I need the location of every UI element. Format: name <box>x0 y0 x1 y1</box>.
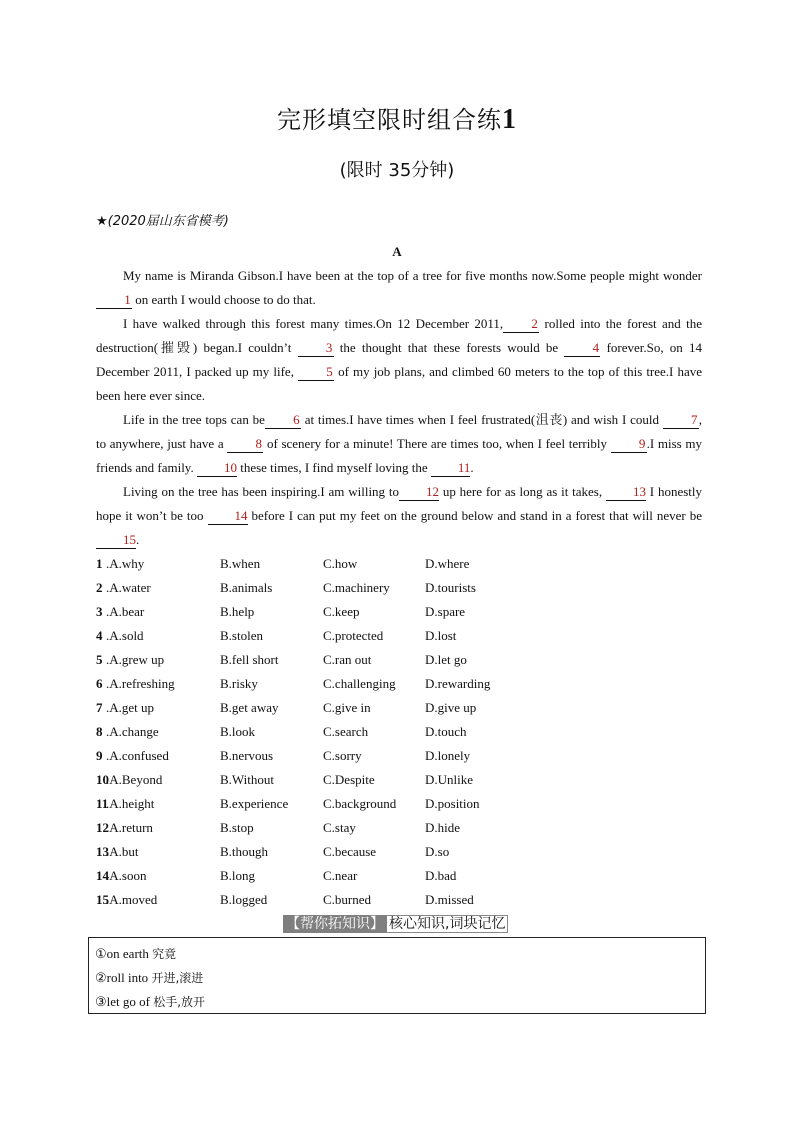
option-d: D.touch <box>425 724 467 739</box>
question-row <box>96 552 596 576</box>
blank-9: 9 <box>611 436 647 453</box>
passage-label: A <box>392 244 402 259</box>
question-row <box>96 720 596 744</box>
option-a: .A.Beyond <box>106 772 163 787</box>
question-number: 10 <box>96 772 109 787</box>
blank-2: 2 <box>503 316 539 333</box>
option-b: B.fell short <box>220 652 279 667</box>
option-b: B.experience <box>220 796 289 811</box>
question-number: 6 <box>96 676 103 691</box>
option-c: C.sorry <box>323 748 362 763</box>
option-c: C.keep <box>323 604 360 619</box>
passage-text: . <box>136 532 140 547</box>
phrase-cn: 松手,放开 <box>153 995 206 1009</box>
knowledge-item <box>95 966 699 990</box>
option-d: D.tourists <box>425 580 476 595</box>
title-text: 完形填空限时组合练 <box>277 106 502 134</box>
option-d: D.give up <box>425 700 477 715</box>
paragraph-3 <box>96 408 702 480</box>
option-b: B.though <box>220 844 269 859</box>
option-b: B.Without <box>220 772 275 787</box>
option-a: .A.water <box>106 580 151 595</box>
question-number: 5 <box>96 652 103 667</box>
option-a: .A.soon <box>106 868 147 883</box>
option-c: C.burned <box>323 892 372 907</box>
option-a: .A.confused <box>106 748 169 763</box>
option-b: B.nervous <box>220 748 274 763</box>
blank-13: 13 <box>606 484 646 501</box>
option-b: B.risky <box>220 676 258 691</box>
question-number: 4 <box>96 628 103 643</box>
answer-options <box>96 552 596 912</box>
option-b: B.stop <box>220 820 254 835</box>
passage-text: these times, I find myself loving the <box>236 460 431 475</box>
passage-text: .I miss my friends and family. <box>96 436 702 475</box>
question-number: 14 <box>96 868 109 883</box>
question-number: 15 <box>96 892 109 907</box>
question-number: 13 <box>96 844 109 859</box>
option-d: D.lost <box>425 628 457 643</box>
option-a: .A.get up <box>106 700 155 715</box>
option-d: D.let go <box>425 652 467 667</box>
option-c: C.challenging <box>323 676 396 691</box>
passage-text: the thought that these forests would be <box>333 340 565 355</box>
option-c: C.near <box>323 868 358 883</box>
phrase-cn: 究竟 <box>152 947 177 961</box>
option-c: C.background <box>323 796 397 811</box>
option-c: C.Despite <box>323 772 375 787</box>
option-c: C.how <box>323 556 358 571</box>
blank-7: 7 <box>663 412 699 429</box>
paragraph-4 <box>96 480 702 552</box>
option-a: .A.grew up <box>106 652 165 667</box>
knowledge-subtitle: 核心知识,词块记忆 <box>387 915 508 933</box>
option-b: B.stolen <box>220 628 263 643</box>
question-row <box>96 864 596 888</box>
blank-15: 15 <box>96 532 136 549</box>
option-d: D.lonely <box>425 748 471 763</box>
question-number: 2 <box>96 580 103 595</box>
page-subtitle: (限时 35分钟) <box>339 160 455 181</box>
paragraph-1 <box>96 264 702 312</box>
passage-text: on earth I would choose to do that. <box>132 292 316 307</box>
exam-source: ★(2020届山东省模考) <box>96 214 229 229</box>
question-row <box>96 672 596 696</box>
passage-text: up here for as long as it takes, <box>439 484 606 499</box>
passage-text: Life in the tree tops can be <box>123 412 265 427</box>
option-a: .A.change <box>106 724 159 739</box>
option-a: .A.height <box>106 796 155 811</box>
passage-text: I honestly hope it won’t be too <box>96 484 702 523</box>
option-d: D.so <box>425 844 450 859</box>
option-b: B.help <box>220 604 255 619</box>
passage-text: , to anywhere, just have a <box>96 412 702 451</box>
option-d: D.Unlike <box>425 772 474 787</box>
blank-11: 11 <box>431 460 471 477</box>
passage-text: before I can put my feet on the ground below and stand in a forest that will never be <box>247 508 702 523</box>
blank-10: 10 <box>197 460 237 477</box>
question-row <box>96 600 596 624</box>
question-number: 7 <box>96 700 103 715</box>
passage-text: . <box>470 460 474 475</box>
blank-8: 8 <box>227 436 263 453</box>
phrase-en: ③let go of <box>95 994 154 1009</box>
option-c: C.because <box>323 844 377 859</box>
blank-4: 4 <box>564 340 600 357</box>
cloze-passage <box>96 264 702 552</box>
option-d: D.rewarding <box>425 676 491 691</box>
knowledge-header <box>283 913 508 935</box>
blank-1: 1 <box>96 292 132 309</box>
question-row <box>96 696 596 720</box>
question-row <box>96 648 596 672</box>
question-number: 8 <box>96 724 103 739</box>
option-a: .A.why <box>106 556 145 571</box>
option-c: C.give in <box>323 700 371 715</box>
passage-text: of my job plans, and climbed 60 meters to the top of this tree.I have been here ever since. <box>96 364 702 403</box>
option-b: B.when <box>220 556 261 571</box>
option-d: D.hide <box>425 820 461 835</box>
phrase-cn: 开进,滚进 <box>151 971 204 985</box>
passage-text: My name is Miranda Gibson.I have been at the top of a tree for five months now.Some people might wonder <box>123 268 702 283</box>
option-b: B.animals <box>220 580 273 595</box>
option-a: .A.refreshing <box>106 676 175 691</box>
passage-text: of scenery for a minute! There are times too, when I feel terribly <box>263 436 611 451</box>
question-row <box>96 624 596 648</box>
question-row <box>96 888 596 912</box>
question-number: 11 <box>96 796 109 811</box>
blank-5: 5 <box>298 364 334 381</box>
option-c: C.ran out <box>323 652 372 667</box>
option-d: D.where <box>425 556 470 571</box>
blank-12: 12 <box>399 484 439 501</box>
option-a: .A.return <box>106 820 153 835</box>
knowledge-box <box>88 937 706 1014</box>
option-a: .A.moved <box>106 892 158 907</box>
page-title <box>0 100 794 136</box>
passage-text: rolled into the forest and the destruction(摧毁) began.I couldn’t <box>96 316 702 355</box>
title-number: 1 <box>502 104 517 135</box>
paragraph-2 <box>96 312 702 408</box>
option-b: B.logged <box>220 892 268 907</box>
option-b: B.look <box>220 724 256 739</box>
blank-3: 3 <box>298 340 334 357</box>
option-b: B.get away <box>220 700 279 715</box>
option-d: D.position <box>425 796 480 811</box>
passage-text: forever.So, on 14 December 2011, I packed up my life, <box>96 340 702 379</box>
option-b: B.long <box>220 868 256 883</box>
option-c: C.machinery <box>323 580 390 595</box>
question-row <box>96 744 596 768</box>
question-row <box>96 768 596 792</box>
option-c: C.protected <box>323 628 384 643</box>
question-row <box>96 792 596 816</box>
blank-14: 14 <box>208 508 248 525</box>
question-number: 3 <box>96 604 103 619</box>
option-d: D.bad <box>425 868 457 883</box>
knowledge-item <box>95 942 699 966</box>
passage-text: I have walked through this forest many times.On 12 December 2011, <box>123 316 504 331</box>
knowledge-item <box>95 990 699 1014</box>
option-d: D.missed <box>425 892 474 907</box>
option-c: C.stay <box>323 820 356 835</box>
question-number: 12 <box>96 820 109 835</box>
passage-text: Living on the tree has been inspiring.I am willing to <box>123 484 399 499</box>
blank-6: 6 <box>265 412 301 429</box>
option-a: .A.sold <box>106 628 144 643</box>
phrase-en: ①on earth <box>95 946 153 961</box>
knowledge-tag: 【帮你拓知识】 <box>283 915 387 933</box>
question-row <box>96 576 596 600</box>
question-row <box>96 840 596 864</box>
option-a: .A.but <box>106 844 139 859</box>
question-number: 9 <box>96 748 103 763</box>
passage-text: at times.I have times when I feel frustrated(沮丧) and wish I could <box>300 412 663 427</box>
question-row <box>96 816 596 840</box>
phrase-en: ②roll into <box>95 970 152 985</box>
question-number: 1 <box>96 556 103 571</box>
option-c: C.search <box>323 724 369 739</box>
option-a: .A.bear <box>106 604 145 619</box>
option-d: D.spare <box>425 604 466 619</box>
